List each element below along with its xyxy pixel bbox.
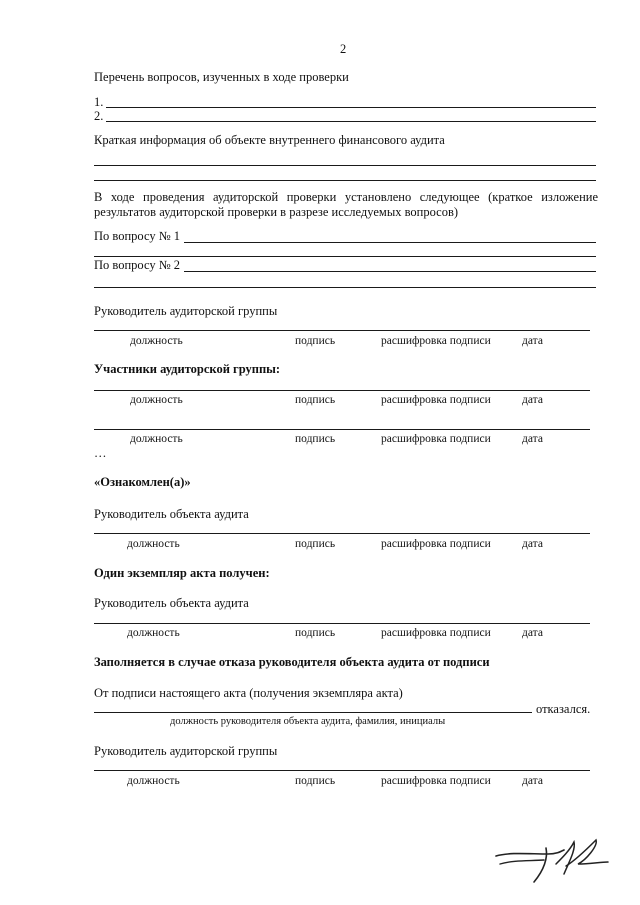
caption-position: должность (127, 538, 180, 550)
caption-signature: подпись (295, 433, 336, 445)
brief-info-heading: Краткая информация об объекте внутреннего финансового аудита (94, 133, 445, 147)
audit-group-head-label: Руководитель аудиторской группы (94, 304, 278, 318)
audit-object-head-label: Руководитель объекта аудита (94, 507, 249, 521)
brief-info-line-1[interactable] (94, 165, 596, 166)
by-question-1-line[interactable] (184, 242, 596, 243)
caption-position: должность (130, 335, 183, 347)
caption-signature-decoding: расшифровка подписи (381, 775, 491, 787)
refusal-heading: Заполняется в случае отказа руководителя объекта аудита от подписи (94, 655, 490, 669)
caption-position: должность (130, 433, 183, 445)
caption-signature-decoding: расшифровка подписи (381, 433, 491, 445)
refused-word: отказался. (536, 702, 591, 716)
audit-object-head-label-2: Руководитель объекта аудита (94, 596, 249, 610)
question-item-2-number: 2. (94, 109, 104, 123)
refusal-text: От подписи настоящего акта (получения экземпляра акта) (94, 686, 403, 700)
caption-date: дата (522, 627, 543, 639)
caption-signature: подпись (295, 538, 336, 550)
refusal-line[interactable] (94, 712, 532, 713)
caption-signature-decoding: расшифровка подписи (381, 538, 491, 550)
findings-intro: В ходе проведения аудиторской проверки установлено следующее (краткое изложение результатов аудиторской проверки в разрезе исследуемых вопросов) (94, 190, 598, 219)
audit-group-head-label-2: Руководитель аудиторской группы (94, 744, 278, 758)
acquainted-signature-line[interactable] (94, 533, 590, 534)
participant-1-signature-line[interactable] (94, 390, 590, 391)
caption-date: дата (522, 538, 543, 550)
caption-signature-decoding: расшифровка подписи (381, 394, 491, 406)
question-item-1-line[interactable] (106, 107, 596, 108)
by-question-2-line[interactable] (184, 271, 596, 272)
caption-signature-decoding: расшифровка подписи (381, 627, 491, 639)
questions-heading: Перечень вопросов, изученных в ходе проверки (94, 70, 349, 84)
participant-2-signature-line[interactable] (94, 429, 590, 430)
question-item-2-line[interactable] (106, 121, 596, 122)
by-question-2-line-2[interactable] (94, 287, 596, 288)
copy-received-heading: Один экземпляр акта получен: (94, 566, 270, 580)
final-signature-line[interactable] (94, 770, 590, 771)
caption-position: должность (127, 775, 180, 787)
caption-date: дата (522, 775, 543, 787)
by-question-2-label: По вопросу № 2 (94, 258, 181, 272)
audit-group-head-signature-line[interactable] (94, 330, 590, 331)
caption-signature: подпись (295, 335, 336, 347)
refusal-caption: должность руководителя объекта аудита, фамилия, инициалы (170, 716, 446, 727)
caption-date: дата (522, 394, 543, 406)
brief-info-line-2[interactable] (94, 180, 596, 181)
by-question-1-line-2[interactable] (94, 256, 596, 257)
participants-ellipsis: … (94, 446, 107, 460)
participants-heading: Участники аудиторской группы: (94, 362, 281, 376)
by-question-1-label: По вопросу № 1 (94, 229, 181, 243)
handwritten-signature (490, 830, 610, 890)
caption-signature: подпись (295, 775, 336, 787)
page-number: 2 (340, 42, 347, 56)
caption-signature: подпись (295, 394, 336, 406)
caption-date: дата (522, 335, 543, 347)
caption-position: должность (127, 627, 180, 639)
caption-signature-decoding: расшифровка подписи (381, 335, 491, 347)
copy-received-signature-line[interactable] (94, 623, 590, 624)
caption-position: должность (130, 394, 183, 406)
acquainted-heading: «Ознакомлен(а)» (94, 475, 191, 489)
caption-date: дата (522, 433, 543, 445)
question-item-1-number: 1. (94, 95, 104, 109)
caption-signature: подпись (295, 627, 336, 639)
